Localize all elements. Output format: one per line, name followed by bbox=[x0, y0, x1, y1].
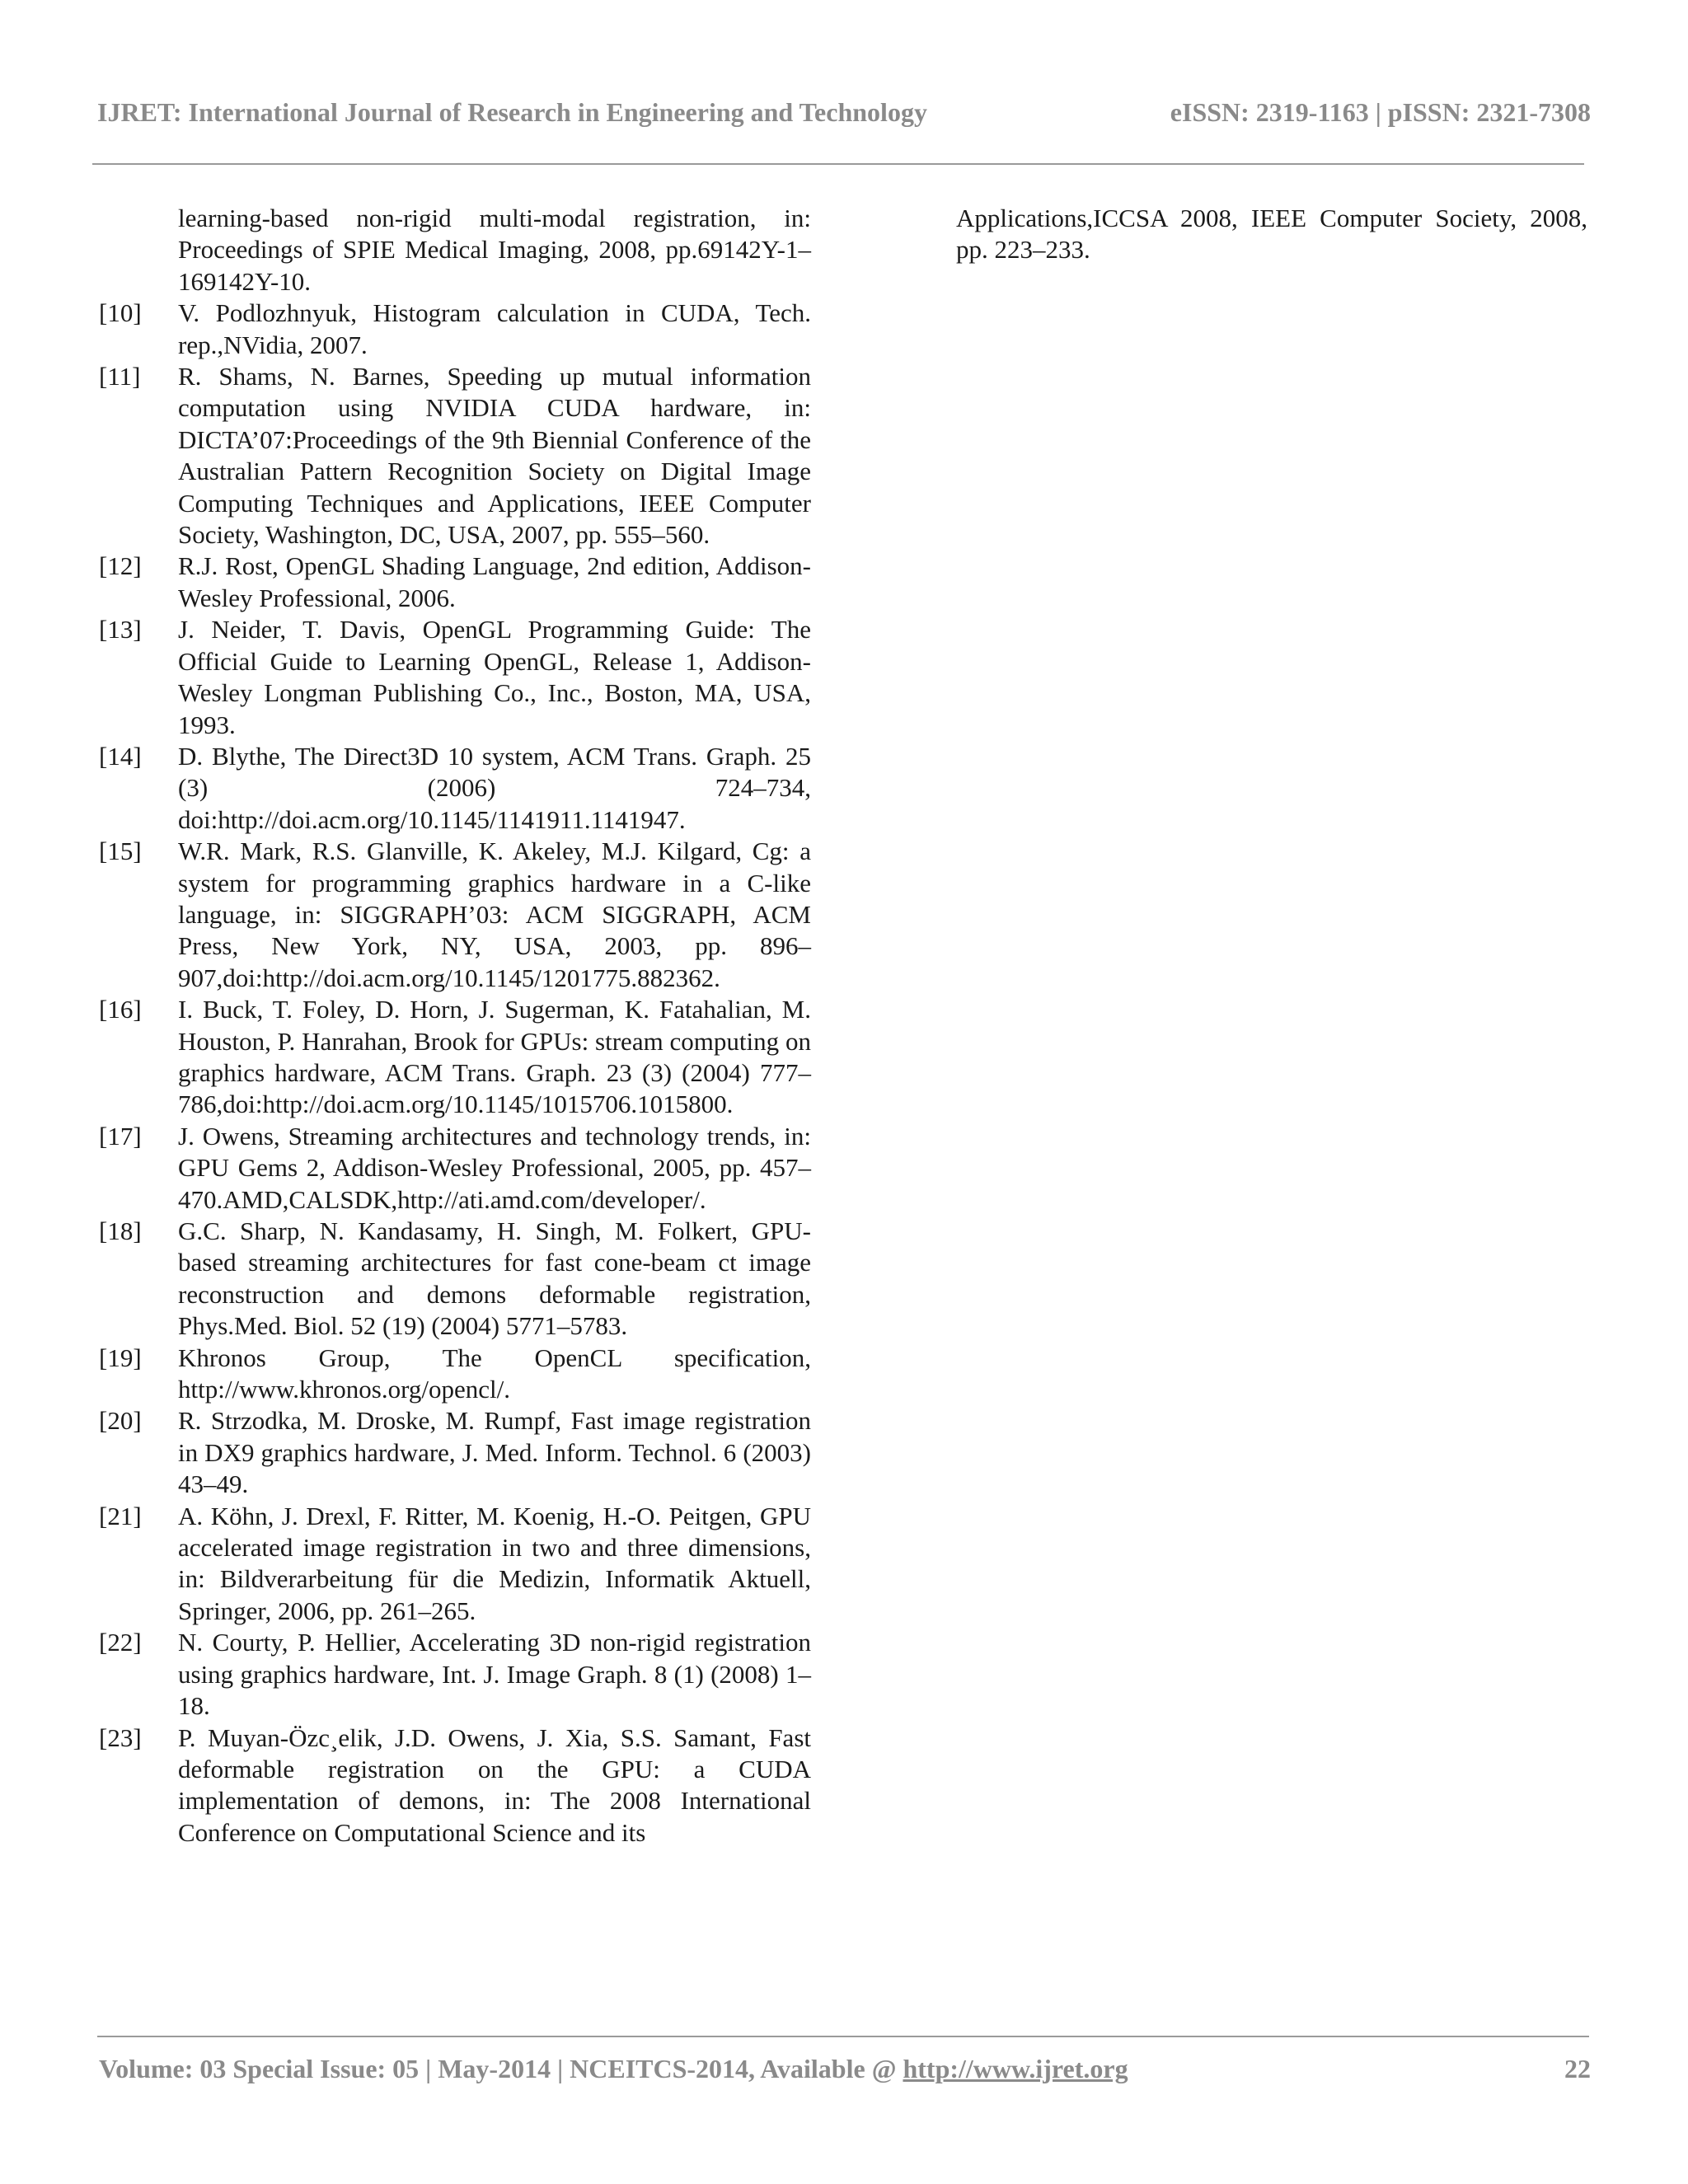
right-column bbox=[956, 203, 1587, 266]
reference-number: [10] bbox=[99, 298, 142, 328]
left-column bbox=[99, 203, 811, 1849]
reference-item bbox=[99, 614, 811, 741]
reference-text: G.C. Sharp, N. Kandasamy, H. Singh, M. Folkert, GPU-based streaming architectures for fast cone-beam ct image reconstruction and demons deformable registration, Phys.Med. Biol. 52 (19) (2004) 5771–5783. bbox=[178, 1216, 811, 1341]
page-footer bbox=[99, 2054, 1591, 2084]
reference-item bbox=[99, 836, 811, 994]
journal-title: IJRET: International Journal of Research in Engineering and Technology bbox=[97, 97, 927, 127]
page-number: 22 bbox=[1564, 2054, 1591, 2083]
reference-number: [16] bbox=[99, 995, 142, 1024]
footer-divider bbox=[97, 2036, 1589, 2037]
header-divider bbox=[92, 163, 1584, 165]
reference-text: Khronos Group, The OpenCL specification, http://www.khronos.org/opencl/. bbox=[178, 1343, 811, 1404]
reference-text: A. Köhn, J. Drexl, F. Ritter, M. Koenig, H.-O. Peitgen, GPU accelerated image registration in two and three dimensions, in: Bildverarbeitung für die Medizin, Informatik Aktuell, Springer, 2006, pp. 261–265. bbox=[178, 1501, 811, 1625]
reference-text: V. Podlozhnyuk, Histogram calculation in CUDA, Tech. rep.,NVidia, 2007. bbox=[178, 298, 811, 359]
reference-number: [21] bbox=[99, 1501, 142, 1530]
reference-continuation: learning-based non-rigid multi-modal registration, in: Proceedings of SPIE Medical Imaging, 2008, pp.69142Y-1–169142Y-10. bbox=[178, 204, 811, 296]
reference-text: J. Owens, Streaming architectures and technology trends, in: GPU Gems 2, Addison-Wesley Professional, 2005, pp. 457–470.AMD,CALSDK,http://ati.amd.com/developer/. bbox=[178, 1121, 811, 1214]
reference-continuation: Applications,ICCSA 2008, IEEE Computer Society, 2008, pp. 223–233. bbox=[956, 204, 1587, 265]
reference-item bbox=[99, 551, 811, 614]
reference-number: [22] bbox=[99, 1628, 142, 1657]
reference-number: [17] bbox=[99, 1121, 142, 1151]
reference-item bbox=[99, 1121, 811, 1216]
reference-item bbox=[99, 298, 811, 361]
reference-text: R. Strzodka, M. Droske, M. Rumpf, Fast image registration in DX9 graphics hardware, J. Med. Inform. Technol. 6 (2003) 43–49. bbox=[178, 1406, 811, 1499]
reference-text: W.R. Mark, R.S. Glanville, K. Akeley, M.J. Kilgard, Cg: a system for programming graphics hardware in a C-like language, in: SIGGRAPH’03: ACM SIGGRAPH, ACM Press, New York, NY, USA, 2003, pp. 896–907,doi:http://doi.acm.org/10.1145/1201775.882362. bbox=[178, 837, 811, 992]
journal-link[interactable]: http://www.ijret.org bbox=[903, 2054, 1128, 2083]
reference-number: [20] bbox=[99, 1406, 142, 1436]
reference-item bbox=[99, 994, 811, 1121]
reference-text: P. Muyan-Özc¸elik, J.D. Owens, J. Xia, S.S. Samant, Fast deformable registration on the GPU: a CUDA implementation of demons, in: The 2008 International Conference on Computational Science and its bbox=[178, 1722, 811, 1847]
footer-info bbox=[99, 2054, 1128, 2084]
reference-text: N. Courty, P. Hellier, Accelerating 3D non-rigid registration using graphics hardware, Int. J. Image Graph. 8 (1) (2008) 1–18. bbox=[178, 1628, 811, 1721]
footer-text: Volume: 03 Special Issue: 05 | May-2014 | NCEITCS-2014, Available @ bbox=[99, 2054, 903, 2083]
reference-number: [13] bbox=[99, 615, 142, 644]
reference-item bbox=[99, 1722, 811, 1849]
reference-number: [23] bbox=[99, 1722, 142, 1752]
reference-item bbox=[99, 1216, 811, 1343]
reference-number: [11] bbox=[99, 362, 141, 391]
reference-item bbox=[99, 361, 811, 551]
reference-item bbox=[99, 1627, 811, 1722]
reference-text: R. Shams, N. Barnes, Speeding up mutual information computation using NVIDIA CUDA hardware, in: DICTA’07:Proceedings of the 9th Biennial Conference of the Australian Pattern Recognition Society on Digital Image Computing Techniques and Applications, IEEE Computer Society, Washington, DC, USA, 2007, pp. 555–560. bbox=[178, 362, 811, 550]
reference-text: I. Buck, T. Foley, D. Horn, J. Sugerman, K. Fatahalian, M. Houston, P. Hanrahan, Brook for GPUs: stream computing on graphics hardware, ACM Trans. Graph. 23 (3) (2004) 777–786,doi:http://doi.acm.org/10.1145/1015706.1015800. bbox=[178, 995, 811, 1119]
page-header bbox=[97, 97, 1591, 128]
issn-info: eISSN: 2319-1163 | pISSN: 2321-7308 bbox=[1170, 97, 1591, 127]
reference-number: [15] bbox=[99, 837, 142, 866]
reference-item bbox=[99, 1405, 811, 1500]
reference-text: R.J. Rost, OpenGL Shading Language, 2nd edition, Addison-Wesley Professional, 2006. bbox=[178, 551, 811, 612]
reference-number: [12] bbox=[99, 551, 142, 581]
reference-item bbox=[99, 741, 811, 836]
reference-number: [19] bbox=[99, 1343, 142, 1372]
reference-text: D. Blythe, The Direct3D 10 system, ACM Trans. Graph. 25 (3) (2006) 724–734, doi:http://doi.acm.org/10.1145/1141911.1141947. bbox=[178, 741, 811, 834]
reference-item bbox=[99, 1501, 811, 1628]
reference-number: [18] bbox=[99, 1216, 142, 1245]
reference-number: [14] bbox=[99, 741, 142, 771]
reference-text: J. Neider, T. Davis, OpenGL Programming Guide: The Official Guide to Learning OpenGL, Release 1, Addison-Wesley Longman Publishing Co., Inc., Boston, MA, USA, 1993. bbox=[178, 615, 811, 739]
reference-item bbox=[99, 1343, 811, 1406]
